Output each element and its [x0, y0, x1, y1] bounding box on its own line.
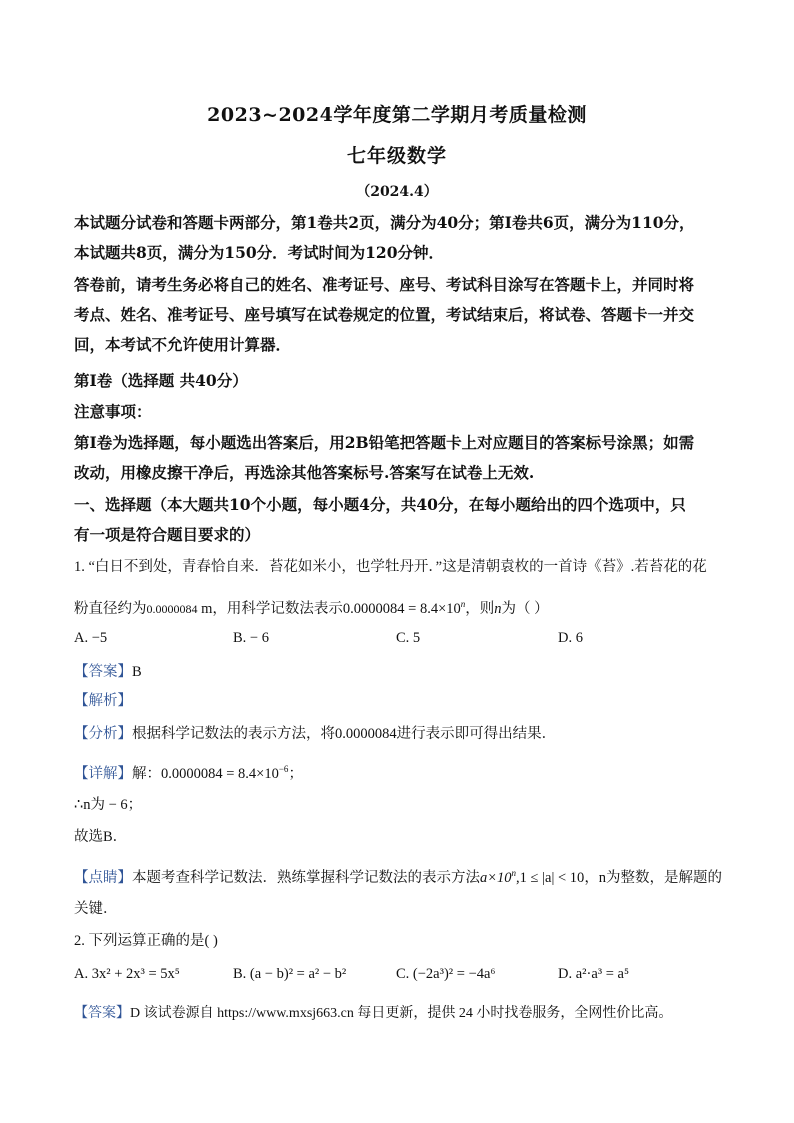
dianjing-line-2: 关键． [74, 901, 118, 917]
formula [343, 601, 465, 617]
answer-text: D 该试卷源自 https://www.mxsj663.cn 每日更新，提供 24 小时找卷服务，全网性价比高。 [130, 1006, 673, 1021]
variable-n: n [494, 601, 502, 617]
detail-text: ； [288, 766, 303, 782]
formula-base: 0.0000084 = 8.4×10 [342, 601, 461, 617]
exam-title: 2023~2024学年度第二学期月考质量检测 [207, 104, 587, 126]
option-a: A. −5 [74, 630, 108, 646]
dianjing-exponent: n [511, 868, 517, 878]
notice-line: 第Ⅰ卷为选择题，每小题选出答案后，用2B铅笔把答题卡上对应题目的答案标号涂黑；如需 [74, 433, 695, 452]
answer-line [74, 661, 734, 683]
q2-option-d: D. a²·a³ = a⁵ [558, 966, 630, 982]
q2-answer-line [74, 1002, 744, 1022]
volume-heading: 第Ⅰ卷（选择题 共40分） [74, 371, 248, 390]
dianjing-range: ,1 ≤ |a| < 10 [516, 870, 585, 886]
dianjing-tag: 【点睛】 [74, 870, 132, 886]
section-line: 一、选择题（本大题共10个小题，每小题4分，共40分，在每小题给出的四个选项中，只 [74, 495, 686, 514]
dianjing-text: 本题考查科学记数法．熟练掌握科学记数法的表示方法 [132, 870, 480, 886]
option-d: D. 6 [558, 630, 583, 646]
instructions-line: 考点、姓名、准考证号、座号填写在试卷规定的位置，考试结束后，将试卷、答题卡一并交 [74, 305, 695, 324]
intro-line: 本试题分试卷和答题卡两部分，第1卷共2页，满分为40分；第Ⅰ卷共6页，满分为110分， [74, 213, 695, 232]
notice-line: 改动，用橡皮擦干净后，再选涂其他答案标号.答案写在试卷上无效. [74, 463, 535, 482]
formula-exponent: n [460, 599, 466, 609]
stem-text: ，则 [465, 601, 495, 617]
question-1-stem-line1: 1. “白日不到处，青春恰自来．苔花如米小，也学牡丹开．”这是清朝袁枚的一首诗《苔》.若苔花的花 [74, 559, 707, 575]
answer-tag: 【答案】 [74, 664, 132, 680]
question-2-stem: 2. 下列运算正确的是( ) [74, 933, 218, 949]
notice-paragraph [74, 428, 734, 488]
detail-text: 解： [132, 766, 161, 782]
stem-text: 为（ ） [501, 601, 549, 617]
analysis-line [74, 690, 734, 712]
intro-line: 本试题共8页，满分为150分．考试时间为120分钟． [74, 243, 444, 262]
instructions-paragraph [74, 270, 734, 360]
instructions-line: 答卷前，请考生务必将自己的姓名、准考证号、座号、考试科目涂写在答题卡上，并同时将 [74, 275, 695, 294]
answer-value: B [132, 664, 142, 680]
stem-text: m，用科学记数法表示 [197, 601, 343, 617]
dianjing-line [74, 862, 734, 889]
dianjing-text: ，n为整数，是解题的 [584, 870, 723, 886]
detail-exponent: −6 [278, 764, 289, 774]
question-1-stem-line2 [74, 593, 734, 620]
instructions-line: 回，本考试不允许使用计算器． [74, 335, 292, 354]
stem-text: 粉直径约为 [74, 601, 147, 617]
analysis-tag: 【解析】 [74, 693, 132, 709]
detail-formula: 0.0000084 = 8.4×10 [161, 766, 279, 782]
notice-heading: 注意事项： [74, 402, 152, 421]
section-line: 有一项是符合题目要求的） [74, 525, 261, 544]
section-heading [74, 490, 734, 550]
fenxi-line [74, 723, 734, 745]
detail-line [74, 758, 734, 785]
intro-paragraph [74, 208, 734, 268]
number-value: 0.0000084 [146, 602, 198, 616]
therefore-line: ∴n为 − 6； [74, 797, 143, 813]
q2-option-b: B. (a − b)² = a² − b² [233, 966, 347, 982]
detail-tag: 【详解】 [74, 766, 132, 782]
q2-option-a: A. 3x² + 2x³ = 5x⁵ [74, 966, 180, 982]
exam-subject: 七年级数学 [346, 145, 447, 167]
answer-tag: 【答案】 [74, 1006, 130, 1021]
dianjing-formula: a×10 [480, 870, 512, 886]
q2-option-c: C. (−2a³)² = −4a⁶ [396, 966, 496, 982]
choose-line: 故选B． [74, 829, 128, 845]
option-b: B. − 6 [233, 630, 269, 646]
exam-date: （2024.4） [356, 184, 438, 200]
option-c: C. 5 [396, 630, 421, 646]
fenxi-text: 根据科学记数法的表示方法，将0.0000084进行表示即可得出结果． [132, 726, 557, 742]
fenxi-tag: 【分析】 [74, 726, 132, 742]
